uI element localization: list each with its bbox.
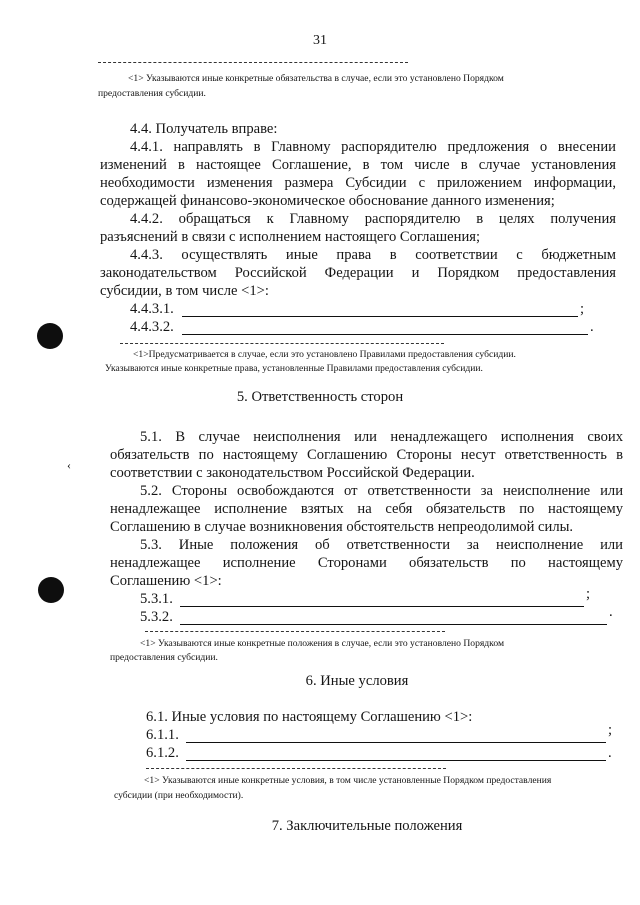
footnote-text: предоставления субсидии. (110, 652, 218, 663)
item-end: ; (608, 722, 613, 738)
fill-in-line[interactable] (180, 606, 584, 607)
hole-punch-icon (37, 323, 63, 349)
section-title: 5. Ответственность сторон (236, 389, 404, 405)
footnote-text: субсидии (при необходимости). (114, 790, 244, 801)
footnote-text: <1>Предусматривается в случае, если это установлено Правилами предоставления субсидии. (133, 349, 516, 360)
footnote-text: <1> Указываются иные конкретные условия, в том числе установленные Порядком предоставления (144, 775, 552, 786)
paragraph-line: Соглашению в случае возникновения обстоятельств непреодолимой силы. (110, 519, 574, 535)
item-end: ; (580, 301, 585, 317)
clause-heading: 4.4. Получатель вправе: (130, 121, 278, 137)
paragraph-line: 4.4.1. направлять в Главному распорядителю предложения о внесении (130, 139, 616, 155)
footnote-text: предоставления субсидии. (98, 88, 206, 99)
paragraph-line: ненадлежащее исполнение взятых на себя обязательств по настоящему (110, 501, 623, 517)
paragraph-line: 5.3. Иные положения об ответственности за неисполнение или (140, 537, 623, 553)
item-label: 6.1.1. (146, 727, 179, 743)
footnote-separator (145, 631, 445, 632)
hole-punch-icon (38, 577, 64, 603)
item-end: . (590, 319, 594, 335)
paragraph-line: 5.1. В случае неисполнения или ненадлежащего исполнения своих (140, 429, 623, 445)
paragraph-line: 6.1. Иные условия по настоящему Соглашению <1>: (146, 709, 473, 725)
paragraph-line: изменений в настоящее Соглашение, в том числе в случае установления (100, 157, 616, 173)
paragraph-line: обязательств по настоящему Соглашению Стороны несут ответственность в (110, 447, 623, 463)
paragraph-line: 4.4.2. обращаться к Главному распорядителю в целях получения (130, 211, 616, 227)
paragraph-line: разъяснений в связи с исполнением настоящего Соглашения; (100, 229, 481, 245)
item-end: . (608, 745, 612, 761)
item-label: 6.1.2. (146, 745, 179, 761)
item-label: 5.3.2. (140, 609, 173, 625)
stray-mark: ‹ (67, 458, 71, 472)
fill-in-line[interactable] (182, 334, 588, 335)
paragraph-line: законодательством Российской Федерации и Порядком предоставления (100, 265, 616, 281)
footnote-text: <1> Указываются иные конкретные обязательства в случае, если это установлено Порядком (128, 73, 504, 84)
paragraph-line: содержащей финансово-экономическое обоснование данного изменения; (100, 193, 555, 209)
fill-in-line[interactable] (186, 760, 606, 761)
paragraph-line: соответствии с законодательством Российской Федерации. (110, 465, 475, 481)
paragraph-line: субсидии, в том числе <1>: (100, 283, 269, 299)
fill-in-line[interactable] (182, 316, 578, 317)
paragraph-line: Соглашению <1>: (110, 573, 222, 589)
paragraph-line: необходимости изменения размера Субсидии с приложением информации, (100, 175, 616, 191)
item-label: 4.4.3.1. (130, 301, 174, 317)
paragraph-line: ненадлежащее исполнение Сторонами обязательств по настоящему (110, 555, 623, 571)
item-end: . (609, 604, 613, 620)
footnote-text: Указываются иные конкретные права, установленные Правилами предоставления субсидии. (105, 363, 483, 374)
footnote-separator (120, 343, 444, 344)
item-end: ; (586, 586, 591, 602)
fill-in-line[interactable] (180, 624, 607, 625)
section-title: 7. Заключительные положения (271, 818, 463, 834)
item-label: 4.4.3.2. (130, 319, 174, 335)
footnote-separator (146, 768, 446, 769)
footnote-text: <1> Указываются иные конкретные положения в случае, если это установлено Порядком (140, 638, 505, 649)
paragraph-line: 4.4.3. осуществлять иные права в соответствии с бюджетным (130, 247, 616, 263)
paragraph-line: 5.2. Стороны освобождаются от ответственности за неисполнение или (140, 483, 623, 499)
page-number: 31 (313, 33, 327, 48)
fill-in-line[interactable] (186, 742, 606, 743)
item-label: 5.3.1. (140, 591, 173, 607)
section-title: 6. Иные условия (305, 673, 409, 689)
footnote-separator (98, 62, 408, 63)
